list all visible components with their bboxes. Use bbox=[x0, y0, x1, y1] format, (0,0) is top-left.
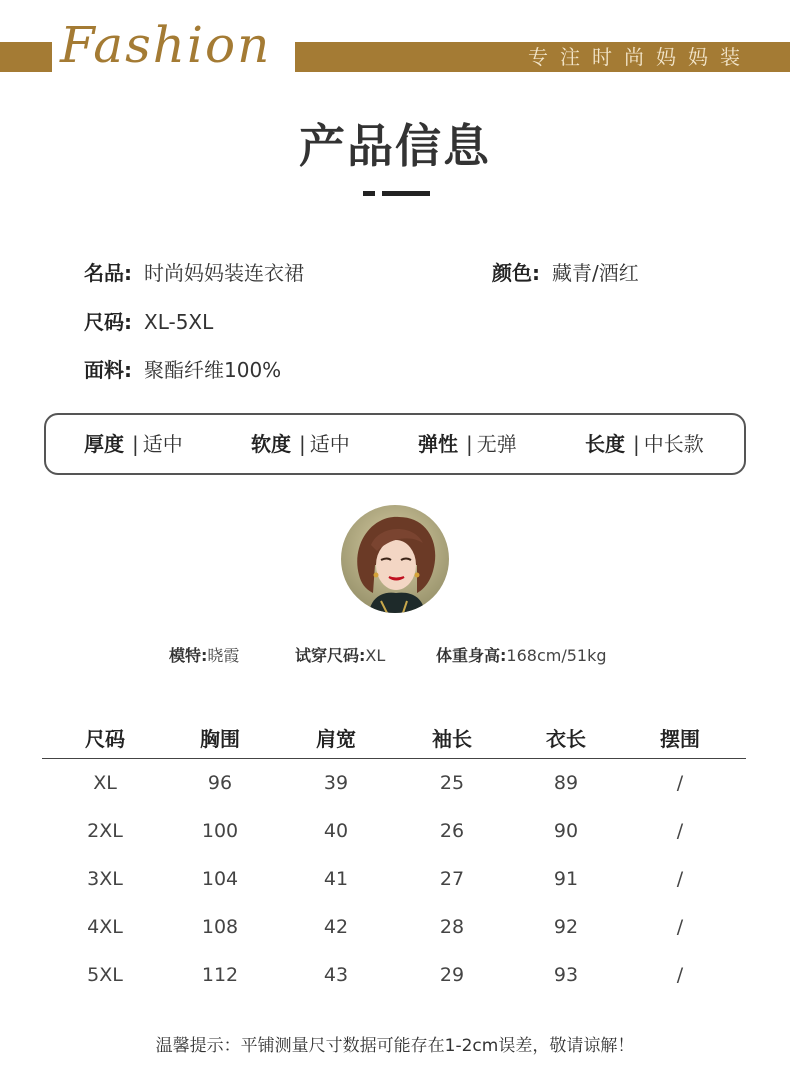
attr-separator: | bbox=[299, 432, 306, 456]
table-cell: 27 bbox=[439, 868, 465, 890]
table-cell: 3XL bbox=[87, 868, 123, 890]
table-cell: 91 bbox=[553, 868, 579, 890]
table-cell: 43 bbox=[323, 964, 349, 986]
info-label: 颜色: bbox=[492, 261, 540, 285]
table-cell: 41 bbox=[323, 868, 349, 890]
model-try-size bbox=[295, 645, 385, 667]
attr-label: 长度 bbox=[585, 432, 625, 456]
table-cell: 28 bbox=[439, 916, 465, 938]
header-bar-left bbox=[0, 42, 52, 72]
info-color bbox=[492, 259, 639, 287]
table-cell: / bbox=[676, 868, 684, 890]
model-label: 模特: bbox=[169, 646, 208, 665]
table-header: 尺码 bbox=[85, 727, 125, 751]
model-value: 168cm/51kg bbox=[506, 646, 607, 665]
table-cell: 90 bbox=[553, 820, 579, 842]
table-cell: 93 bbox=[553, 964, 579, 986]
table-cell: 5XL bbox=[87, 964, 123, 986]
attr-value: 无弹 bbox=[476, 432, 517, 456]
table-header: 袖长 bbox=[432, 727, 472, 751]
attr-length bbox=[585, 415, 704, 473]
attr-value: 适中 bbox=[309, 432, 350, 456]
model-label: 试穿尺码: bbox=[295, 646, 366, 665]
table-header: 摆围 bbox=[660, 727, 700, 751]
info-product-name bbox=[84, 259, 304, 287]
model-value: 晓霞 bbox=[207, 646, 240, 665]
table-cell: / bbox=[676, 964, 684, 986]
attr-separator: | bbox=[633, 432, 640, 456]
info-value: 藏青/酒红 bbox=[552, 261, 639, 285]
table-cell: 89 bbox=[553, 772, 579, 794]
table-cell: / bbox=[676, 820, 684, 842]
attr-label: 弹性 bbox=[418, 432, 458, 456]
attr-label: 软度 bbox=[251, 432, 291, 456]
table-cell: 26 bbox=[439, 820, 465, 842]
attr-softness bbox=[251, 415, 350, 473]
info-label: 尺码: bbox=[84, 310, 132, 334]
model-label: 体重身高: bbox=[436, 646, 507, 665]
table-cell: 4XL bbox=[87, 916, 123, 938]
attribute-box bbox=[44, 413, 746, 475]
attr-value: 适中 bbox=[142, 432, 183, 456]
table-cell: 42 bbox=[323, 916, 349, 938]
info-label: 面料: bbox=[84, 358, 132, 382]
table-cell: 104 bbox=[201, 868, 239, 890]
model-name bbox=[169, 645, 239, 667]
info-label: 名品: bbox=[84, 261, 132, 285]
model-body bbox=[436, 645, 607, 667]
attr-label: 厚度 bbox=[84, 432, 124, 456]
table-cell: XL bbox=[93, 772, 117, 794]
table-cell: / bbox=[676, 916, 684, 938]
attr-separator: | bbox=[466, 432, 473, 456]
table-header: 胸围 bbox=[200, 727, 240, 751]
table-cell: 25 bbox=[439, 772, 465, 794]
attr-separator: | bbox=[132, 432, 139, 456]
table-cell: 100 bbox=[201, 820, 239, 842]
table-cell: 92 bbox=[553, 916, 579, 938]
model-value: XL bbox=[365, 646, 386, 665]
brand-logo: Fashion bbox=[60, 16, 272, 74]
slogan: 专注时尚妈妈装 bbox=[528, 45, 752, 69]
table-cell: 40 bbox=[323, 820, 349, 842]
attr-elasticity bbox=[418, 415, 517, 473]
table-header: 衣长 bbox=[546, 727, 586, 751]
footer-note: 温馨提示：平铺测量尺寸数据可能存在1-2cm误差，敬请谅解！ bbox=[155, 1036, 635, 1056]
table-cell: 96 bbox=[207, 772, 233, 794]
info-value: XL-5XL bbox=[144, 310, 214, 334]
table-header: 肩宽 bbox=[316, 727, 356, 751]
header-bar-right bbox=[295, 42, 790, 72]
attr-thickness bbox=[84, 415, 183, 473]
table-cell: / bbox=[676, 772, 684, 794]
table-cell: 29 bbox=[439, 964, 465, 986]
model-avatar bbox=[341, 505, 449, 613]
info-size bbox=[84, 308, 213, 336]
info-value: 时尚妈妈装连衣裙 bbox=[144, 261, 304, 285]
table-divider bbox=[42, 758, 746, 759]
page-title: 产品信息 bbox=[299, 119, 491, 173]
info-value: 聚酯纤维100% bbox=[144, 358, 282, 382]
attr-value: 中长款 bbox=[643, 432, 704, 456]
table-cell: 39 bbox=[323, 772, 349, 794]
table-cell: 108 bbox=[201, 916, 239, 938]
info-fabric bbox=[84, 356, 281, 384]
table-cell: 2XL bbox=[87, 820, 123, 842]
table-cell: 112 bbox=[201, 964, 239, 986]
